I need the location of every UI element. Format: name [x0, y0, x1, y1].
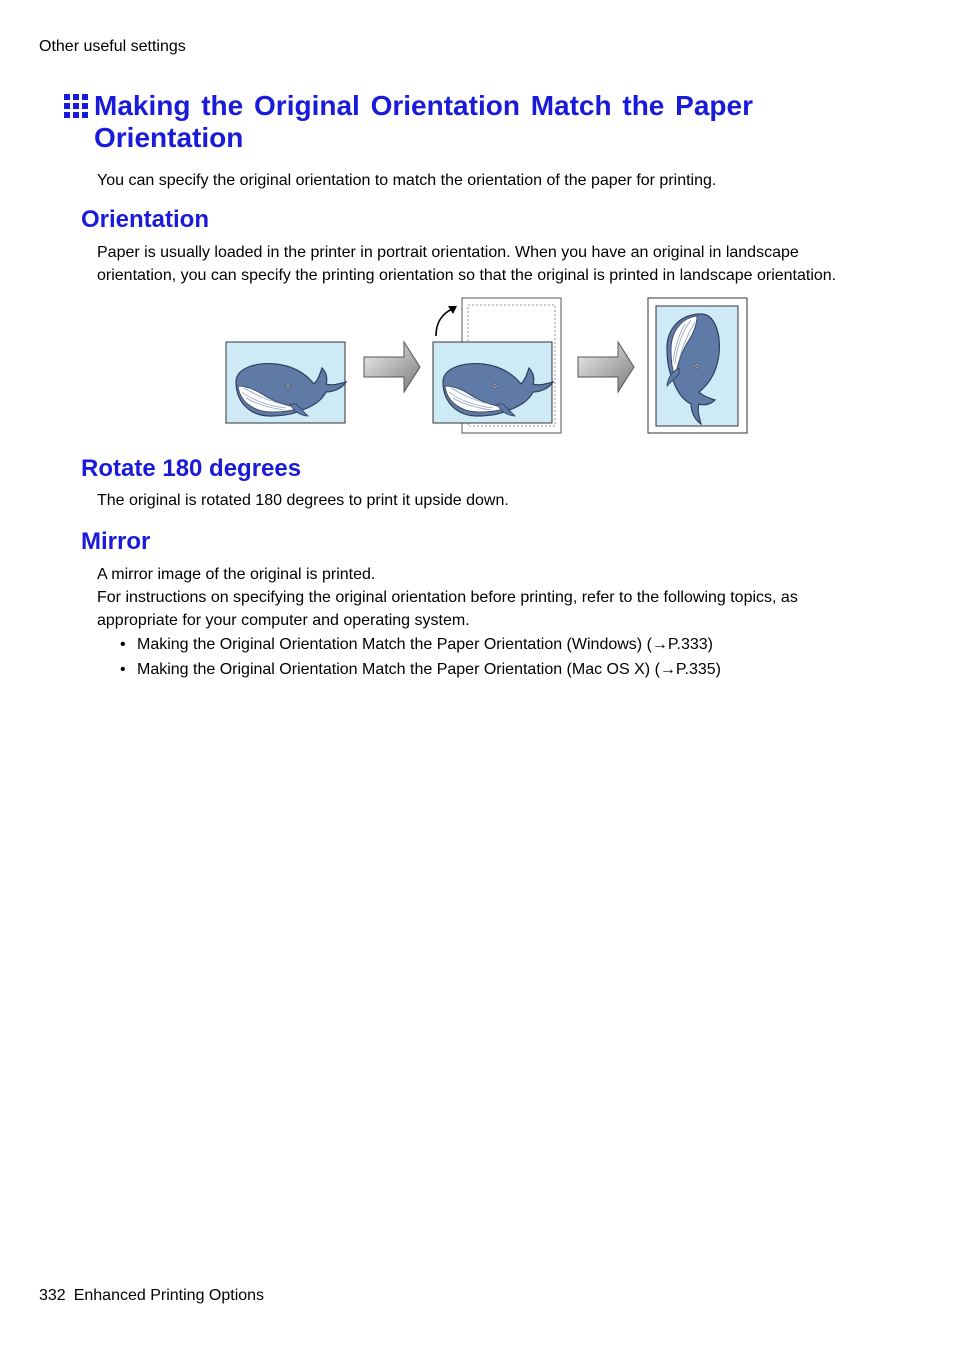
orientation-line-2: orientation, you can specify the printing orientation so that the original is printed in landscape orientation. — [97, 267, 837, 284]
running-header: Other useful settings — [39, 38, 186, 55]
link-windows-topic[interactable]: Making the Original Orientation Match the Paper Orientation (Windows) (→P.333) — [137, 636, 713, 653]
page-title — [64, 90, 824, 154]
orientation-illustration — [220, 294, 760, 439]
rotate-paragraph: The original is rotated 180 degrees to print it upside down. — [97, 492, 509, 509]
page-title-line-1: Making the Original Orientation Match the Paper — [94, 90, 753, 121]
page-footer — [39, 1286, 264, 1306]
rotate-arrow-icon — [436, 306, 457, 336]
mirror-line-3: appropriate for your computer and operating system. — [97, 612, 470, 629]
right-arrow-icon — [364, 342, 420, 392]
right-arrow-icon — [578, 342, 634, 392]
list-item[interactable] — [120, 657, 721, 682]
printed-result — [648, 298, 747, 433]
landscape-original — [226, 342, 346, 423]
bullet-icon: • — [120, 661, 126, 678]
section-heading-mirror: Mirror — [81, 528, 151, 555]
page-title-line-2: Orientation — [94, 122, 244, 153]
section-heading-orientation: Orientation — [81, 206, 210, 233]
orientation-paragraph — [97, 241, 857, 287]
mirror-line-1: A mirror image of the original is printed. — [97, 566, 376, 583]
related-topics-list — [120, 632, 721, 682]
intro-paragraph: You can specify the original orientation to match the orientation of the paper for printing. — [97, 172, 717, 189]
page-number: 332 — [39, 1287, 66, 1304]
portrait-paper-with-original — [433, 298, 561, 433]
list-item[interactable] — [120, 632, 721, 657]
orientation-line-1: Paper is usually loaded in the printer in portrait orientation. When you have an original in landscape — [97, 244, 799, 261]
grid-icon — [64, 94, 88, 118]
mirror-line-2: For instructions on specifying the original orientation before printing, refer to the following topics, as — [97, 589, 798, 606]
bullet-icon: • — [120, 636, 126, 653]
mirror-paragraph — [97, 563, 857, 632]
footer-chapter: Enhanced Printing Options — [73, 1287, 265, 1304]
link-mac-topic[interactable]: Making the Original Orientation Match the Paper Orientation (Mac OS X) (→P.335) — [137, 661, 721, 678]
section-heading-rotate: Rotate 180 degrees — [81, 455, 302, 482]
